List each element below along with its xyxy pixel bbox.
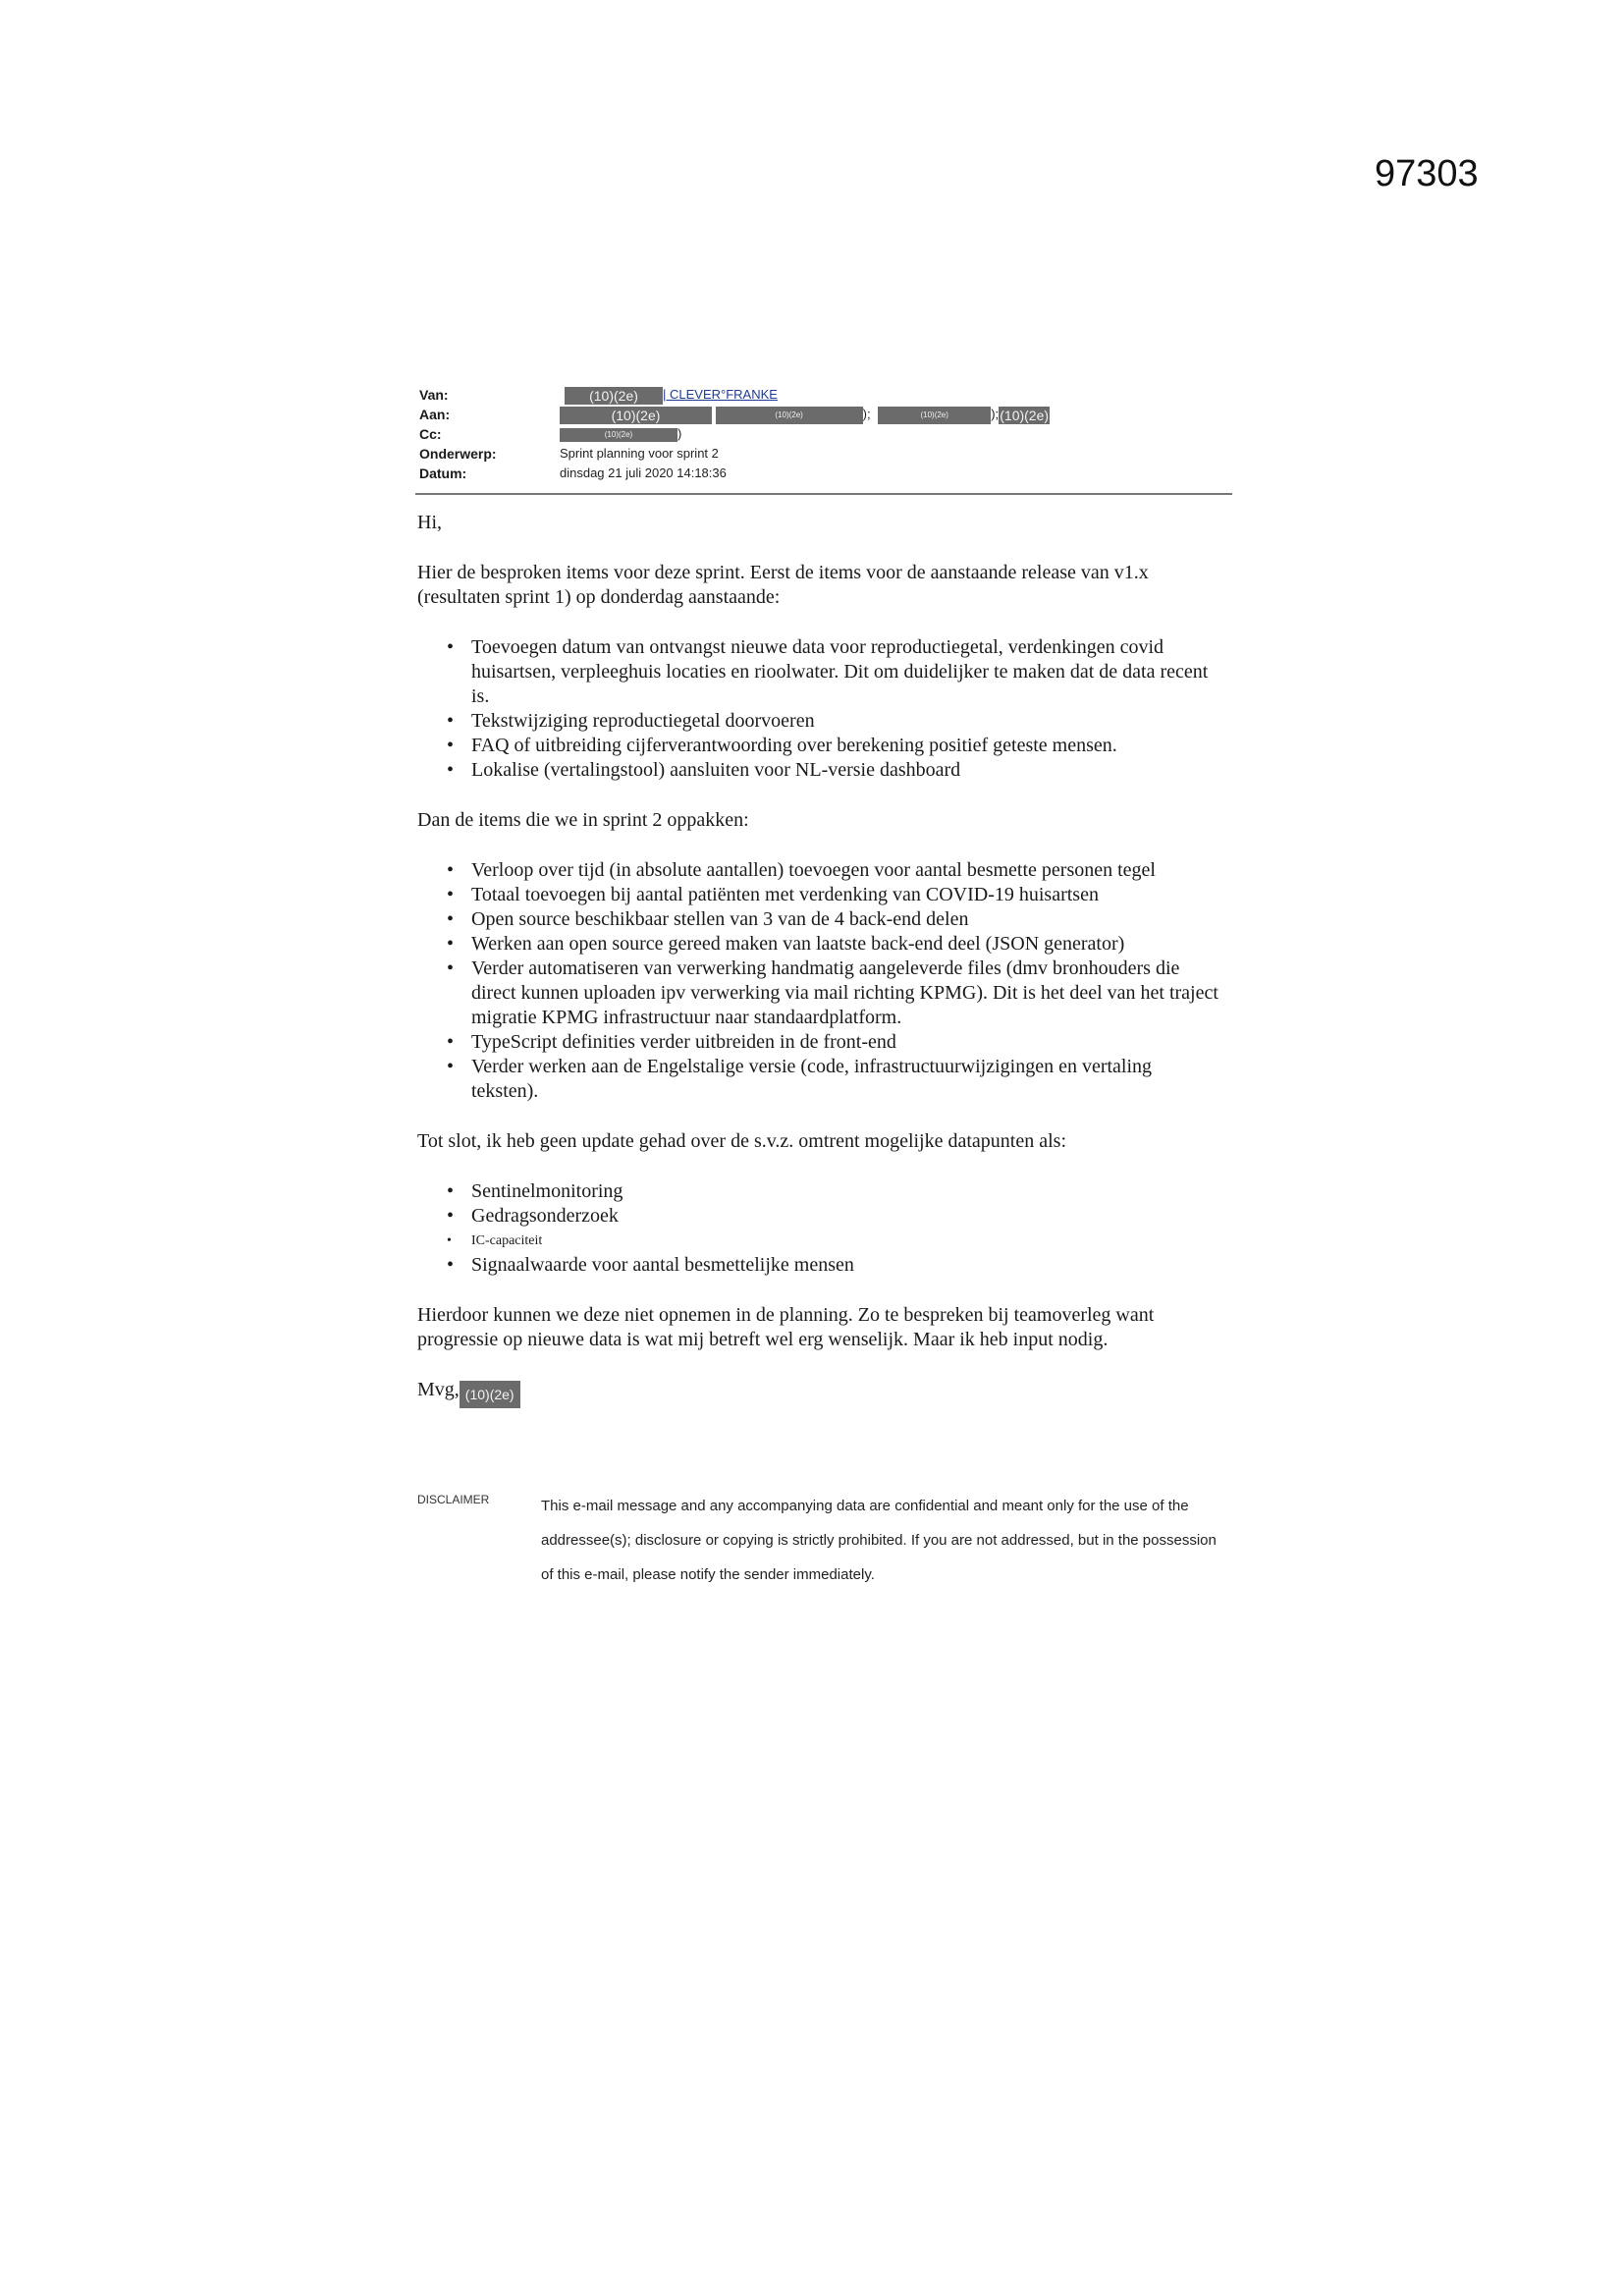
intro-paragraph: Hier de besproken items voor deze sprint. Eerst de items voor de aanstaande release van v1.x (resultaten sprint 1) op donderdag aanstaande: xyxy=(417,562,1149,608)
onderwerp-value: Sprint planning voor sprint 2 xyxy=(560,446,719,461)
header-divider xyxy=(415,493,1232,495)
signoff-text: Mvg, xyxy=(417,1379,460,1400)
header-row-onderwerp xyxy=(419,444,1224,464)
disclaimer-text: This e-mail message and any accompanying data are confidential and meant only for the use of the addressee(s); disclosure or copying is strictly prohibited. If you are not addressed, but in the possession of this e-mail, please notify the sender immediately. xyxy=(541,1498,1217,1583)
list-item: • Open source beschikbaar stellen van 3 van de 4 back-end delen xyxy=(471,907,1222,932)
header-row-aan xyxy=(419,405,1224,424)
greeting: Hi, xyxy=(417,512,442,533)
list-item: • Tekstwijziging reproductiegetal doorvoeren xyxy=(471,709,1222,734)
aan-label: Aan: xyxy=(419,407,451,422)
van-label: Van: xyxy=(419,387,449,403)
header-row-cc xyxy=(419,424,1224,444)
datum-label: Datum: xyxy=(419,465,467,481)
sprint2-intro: Dan de items die we in sprint 2 oppakken: xyxy=(417,809,749,831)
van-redaction: (10)(2e) xyxy=(565,387,663,405)
list-item: • Toevoegen datum van ontvangst nieuwe data voor reproductiegetal, verdenkingen covid huisartsen, verpleeghuis locaties en rioolwater. Dit om duidelijker te maken dat de data recent is. xyxy=(471,635,1222,709)
signoff-line xyxy=(417,1378,1222,1408)
onderwerp-label: Onderwerp: xyxy=(419,446,497,462)
datum-value: dinsdag 21 juli 2020 14:18:36 xyxy=(560,465,727,480)
list-item: • TypeScript definities verder uitbreiden in de front-end xyxy=(471,1030,1222,1055)
aan-redaction-2: (10)(2e) xyxy=(716,407,863,424)
sprint2-items-list xyxy=(417,858,1222,1104)
list-item: • Totaal toevoegen bij aantal patiënten met verdenking van COVID-19 huisartsen xyxy=(471,883,1222,907)
email-header xyxy=(419,385,1224,483)
list-item: • Verder werken aan de Engelstalige versie (code, infrastructuurwijzigingen en vertaling teksten). xyxy=(471,1055,1222,1104)
list-item: • Sentinelmonitoring xyxy=(471,1179,1222,1204)
aan-value xyxy=(560,405,1050,424)
list-item: • Verder automatiseren van verwerking handmatig aangeleverde files (dmv bronhouders die direct kunnen uploaden ipv verwerking via mail richting KPMG). Dit is het deel van het traject migratie KPMG infrastructuur naar standaardplatform. xyxy=(471,957,1222,1030)
aan-separator-1: ); xyxy=(862,407,871,421)
list-item: • FAQ of uitbreiding cijferverantwoording over berekening positief geteste mensen. xyxy=(471,734,1222,758)
release-items-list xyxy=(417,635,1222,783)
cc-label: Cc: xyxy=(419,426,442,442)
cc-separator: ) xyxy=(677,426,682,441)
closing-paragraph: Hierdoor kunnen we deze niet opnemen in de planning. Zo te bespreken bij teamoverleg want progressie op nieuwe data is wat mij betreft wel erg wenselijk. Maar ik heb input nodig. xyxy=(417,1304,1155,1350)
header-row-van xyxy=(419,385,1224,405)
aan-redaction-4: (10)(2e) xyxy=(1000,407,1050,423)
list-item: • Signaalwaarde voor aantal besmettelijke mensen xyxy=(471,1253,1222,1278)
list-item: • Verloop over tijd (in absolute aantallen) toevoegen voor aantal besmette personen tegel xyxy=(471,858,1222,883)
list-item: • IC-capaciteit xyxy=(471,1229,1222,1253)
email-body xyxy=(417,504,1222,1408)
signoff-redaction: (10)(2e) xyxy=(460,1381,520,1408)
list-item: • Lokalise (vertalingstool) aansluiten voor NL-versie dashboard xyxy=(471,758,1222,783)
list-item: • Werken aan open source gereed maken van laatste back-end deel (JSON generator) xyxy=(471,932,1222,957)
van-org-link[interactable]: | CLEVER°FRANKE xyxy=(663,387,778,402)
cc-redaction: (10)(2e) xyxy=(560,428,677,442)
van-value xyxy=(560,385,778,405)
aan-redaction-3: (10)(2e) xyxy=(878,407,991,424)
header-row-datum xyxy=(419,464,1224,483)
datapoints-list xyxy=(417,1179,1222,1278)
aan-redaction-1: (10)(2e) xyxy=(560,407,712,424)
aan-separator-2: ); xyxy=(991,407,1000,421)
cc-value xyxy=(560,424,681,444)
datapoints-intro: Tot slot, ik heb geen update gehad over de s.v.z. omtrent mogelijke datapunten als: xyxy=(417,1130,1067,1152)
disclaimer-label: DISCLAIMER xyxy=(417,1493,490,1506)
list-item: • Gedragsonderzoek xyxy=(471,1204,1222,1229)
document-number: 97303 xyxy=(1375,153,1479,194)
